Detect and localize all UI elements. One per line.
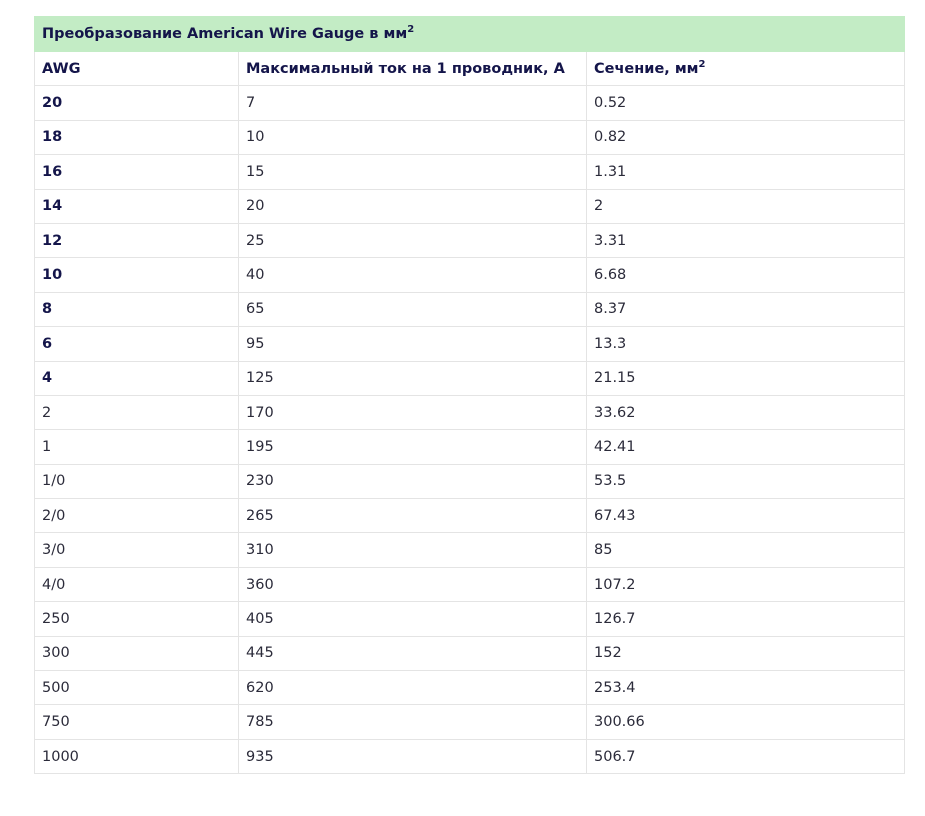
table-row — [35, 705, 905, 739]
cell-current: 935 — [239, 739, 587, 773]
cell-current: 65 — [239, 292, 587, 326]
table-row — [35, 533, 905, 567]
table-row — [35, 223, 905, 257]
cell-current: 15 — [239, 155, 587, 189]
cell-current: 95 — [239, 327, 587, 361]
awg-conversion-table — [34, 16, 905, 774]
cell-section: 6.68 — [587, 258, 905, 292]
cell-awg: 500 — [35, 671, 239, 705]
cell-current: 360 — [239, 567, 587, 601]
table-row — [35, 155, 905, 189]
table-title-sup: 2 — [407, 24, 415, 36]
cell-section: 53.5 — [587, 464, 905, 498]
cell-section: 8.37 — [587, 292, 905, 326]
cell-awg: 14 — [35, 189, 239, 223]
header-awg: AWG — [35, 52, 239, 86]
cell-section: 253.4 — [587, 671, 905, 705]
cell-awg: 750 — [35, 705, 239, 739]
cell-section: 152 — [587, 636, 905, 670]
cell-current: 230 — [239, 464, 587, 498]
cell-awg: 1/0 — [35, 464, 239, 498]
cell-section: 67.43 — [587, 499, 905, 533]
cell-section: 42.41 — [587, 430, 905, 464]
cell-current: 10 — [239, 120, 587, 154]
cell-awg: 16 — [35, 155, 239, 189]
table-title-text: Преобразование American Wire Gauge в мм — [42, 26, 408, 42]
cell-awg: 4 — [35, 361, 239, 395]
awg-table-container — [34, 16, 904, 774]
table-row — [35, 327, 905, 361]
table-row — [35, 602, 905, 636]
table-title — [35, 17, 905, 52]
cell-section: 107.2 — [587, 567, 905, 601]
table-row — [35, 567, 905, 601]
cell-current: 125 — [239, 361, 587, 395]
cell-current: 405 — [239, 602, 587, 636]
cell-current: 265 — [239, 499, 587, 533]
cell-section: 85 — [587, 533, 905, 567]
table-row — [35, 671, 905, 705]
table-body — [35, 86, 905, 774]
header-section-text: Сечение, мм — [594, 60, 699, 77]
table-row — [35, 361, 905, 395]
cell-current: 40 — [239, 258, 587, 292]
cell-current: 7 — [239, 86, 587, 120]
cell-section: 0.52 — [587, 86, 905, 120]
cell-section: 13.3 — [587, 327, 905, 361]
cell-current: 310 — [239, 533, 587, 567]
table-row — [35, 395, 905, 429]
cell-awg: 250 — [35, 602, 239, 636]
table-row — [35, 258, 905, 292]
cell-section: 21.15 — [587, 361, 905, 395]
cell-awg: 20 — [35, 86, 239, 120]
cell-awg: 6 — [35, 327, 239, 361]
cell-section: 506.7 — [587, 739, 905, 773]
cell-awg: 1000 — [35, 739, 239, 773]
cell-current: 785 — [239, 705, 587, 739]
cell-current: 620 — [239, 671, 587, 705]
table-row — [35, 86, 905, 120]
table-header-row — [35, 52, 905, 86]
cell-current: 195 — [239, 430, 587, 464]
table-row — [35, 464, 905, 498]
cell-awg: 18 — [35, 120, 239, 154]
cell-current: 20 — [239, 189, 587, 223]
table-row — [35, 636, 905, 670]
cell-awg: 1 — [35, 430, 239, 464]
cell-awg: 4/0 — [35, 567, 239, 601]
table-row — [35, 430, 905, 464]
cell-awg: 3/0 — [35, 533, 239, 567]
table-row — [35, 499, 905, 533]
table-row — [35, 739, 905, 773]
cell-section: 2 — [587, 189, 905, 223]
header-current: Максимальный ток на 1 проводник, А — [239, 52, 587, 86]
table-row — [35, 120, 905, 154]
cell-current: 445 — [239, 636, 587, 670]
header-section-sup: 2 — [698, 58, 706, 70]
cell-section: 3.31 — [587, 223, 905, 257]
table-caption-row — [35, 17, 905, 52]
cell-awg: 2/0 — [35, 499, 239, 533]
header-section — [587, 52, 905, 86]
cell-section: 0.82 — [587, 120, 905, 154]
cell-section: 300.66 — [587, 705, 905, 739]
cell-awg: 8 — [35, 292, 239, 326]
cell-current: 25 — [239, 223, 587, 257]
table-row — [35, 189, 905, 223]
cell-section: 126.7 — [587, 602, 905, 636]
table-row — [35, 292, 905, 326]
cell-section: 33.62 — [587, 395, 905, 429]
cell-awg: 300 — [35, 636, 239, 670]
cell-awg: 12 — [35, 223, 239, 257]
cell-current: 170 — [239, 395, 587, 429]
cell-awg: 10 — [35, 258, 239, 292]
cell-section: 1.31 — [587, 155, 905, 189]
cell-awg: 2 — [35, 395, 239, 429]
